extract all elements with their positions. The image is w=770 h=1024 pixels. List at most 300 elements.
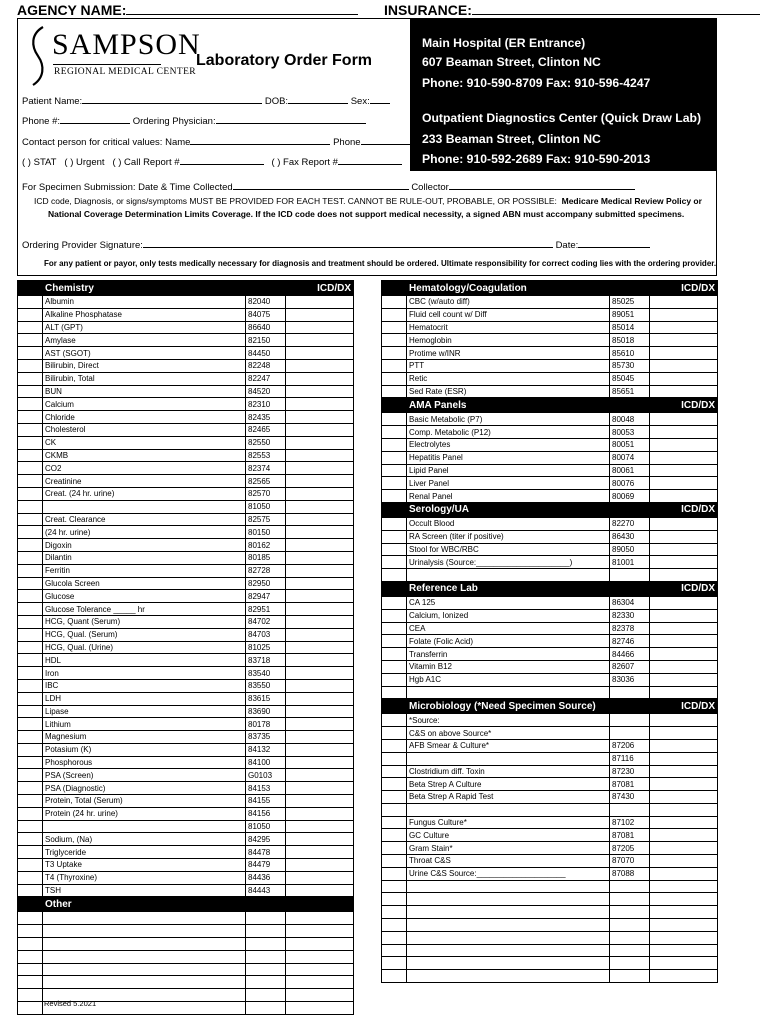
icd-dx-cell[interactable] [650,893,718,906]
order-checkbox-cell[interactable] [18,526,43,539]
cpt-code: 80162 [246,539,286,552]
icd-dx-cell[interactable] [286,795,354,808]
order-checkbox-cell[interactable] [18,577,43,590]
order-checkbox-cell[interactable] [18,449,43,462]
cpt-code: 83690 [246,705,286,718]
icd-dx-label: ICD/DX [650,699,718,714]
order-checkbox-cell[interactable] [382,464,407,477]
icd-dx-cell[interactable] [286,513,354,526]
cpt-code [246,938,286,951]
test-name [43,500,246,513]
icd-dx-cell[interactable] [286,705,354,718]
order-checkbox-cell[interactable] [382,648,407,661]
chemistry-header [18,281,354,296]
table-row [382,791,718,804]
icd-dx-cell[interactable] [650,752,718,765]
cpt-code: 82270 [610,517,650,530]
order-checkbox-cell[interactable] [18,500,43,513]
order-checkbox-cell[interactable] [18,756,43,769]
order-checkbox-cell[interactable] [382,931,407,944]
order-checkbox-cell[interactable] [382,308,407,321]
icd-dx-cell[interactable] [650,803,718,816]
order-checkbox-cell[interactable] [382,438,407,451]
order-checkbox-cell[interactable] [382,426,407,439]
order-checkbox-cell[interactable] [18,513,43,526]
icd-dx-cell[interactable] [650,686,718,699]
icd-dx-cell[interactable] [286,807,354,820]
order-checkbox-cell[interactable] [382,957,407,970]
icd-dx-cell[interactable] [650,438,718,451]
test-name: Creat. Clearance [43,513,246,526]
order-checkbox-cell[interactable] [382,686,407,699]
icd-dx-cell[interactable] [286,782,354,795]
table-row [382,778,718,791]
icd-dx-label: ICD/DX [650,581,718,596]
icd-dx-cell[interactable] [650,791,718,804]
icd-dx-cell[interactable] [650,359,718,372]
order-checkbox-cell[interactable] [382,321,407,334]
icd-dx-cell[interactable] [286,334,354,347]
order-checkbox-cell[interactable] [18,590,43,603]
table-row [382,413,718,426]
table-row [382,842,718,855]
order-checkbox-cell[interactable] [382,791,407,804]
order-checkbox-cell[interactable] [18,769,43,782]
icd-dx-cell[interactable] [650,648,718,661]
table-row [382,944,718,957]
icd-dx-cell[interactable] [286,308,354,321]
order-checkbox-cell[interactable] [18,1002,43,1015]
main-hospital-name: Main Hospital (ER Entrance) [422,36,586,50]
icd-dx-cell[interactable] [286,950,354,963]
order-checkbox-cell[interactable] [18,950,43,963]
icd-dx-cell[interactable] [286,487,354,500]
test-name: Digoxin [43,539,246,552]
cpt-code [610,970,650,983]
ama-title: AMA Panels [407,398,650,413]
table-row [18,385,354,398]
table-row [18,859,354,872]
table-row [382,970,718,983]
icd-dx-cell[interactable] [286,539,354,552]
icd-dx-cell[interactable] [650,413,718,426]
icd-dx-cell[interactable] [650,477,718,490]
table-row [18,912,354,925]
test-name [407,893,610,906]
order-checkbox-cell[interactable] [18,807,43,820]
order-checkbox-cell[interactable] [382,543,407,556]
cpt-code: 81050 [246,820,286,833]
cpt-code: 82553 [246,449,286,462]
icd-dx-cell[interactable] [286,423,354,436]
table-row [382,880,718,893]
order-checkbox-cell[interactable] [382,919,407,932]
order-checkbox-cell[interactable] [18,475,43,488]
icd-dx-cell[interactable] [286,603,354,616]
test-name [407,752,610,765]
cpt-code: 84450 [246,347,286,360]
icd-dx-cell[interactable] [650,490,718,503]
icd-dx-cell[interactable] [286,938,354,951]
patient-name-row: Patient Name: DOB: Sex: [22,94,390,107]
cpt-code: 85025 [610,296,650,309]
order-checkbox-cell[interactable] [382,816,407,829]
icd-dx-cell[interactable] [286,321,354,334]
insurance-label: INSURANCE: [384,2,760,18]
order-checkbox-cell[interactable] [18,372,43,385]
icd-dx-cell[interactable] [650,426,718,439]
icd-dx-cell[interactable] [286,769,354,782]
logo-name: SAMPSON [52,28,201,61]
order-checkbox-cell[interactable] [18,859,43,872]
order-checkbox-cell[interactable] [18,963,43,976]
outpatient-phone: Phone: 910-592-2689 Fax: 910-590-2013 [422,152,651,166]
icd-dx-cell[interactable] [286,500,354,513]
table-row [382,622,718,635]
cpt-code: 84132 [246,743,286,756]
icd-dx-cell[interactable] [286,577,354,590]
icd-dx-cell[interactable] [650,714,718,727]
order-checkbox-cell[interactable] [18,603,43,616]
order-checkbox-cell[interactable] [382,609,407,622]
test-name [407,944,610,957]
icd-dx-cell[interactable] [650,867,718,880]
cpt-code: 84436 [246,871,286,884]
icd-dx-cell[interactable] [286,667,354,680]
order-checkbox-cell[interactable] [18,628,43,641]
cpt-code: 84520 [246,385,286,398]
table-row [18,347,354,360]
icd-dx-cell[interactable] [650,970,718,983]
icd-dx-cell[interactable] [286,963,354,976]
icd-dx-cell[interactable] [650,609,718,622]
test-name: Fungus Culture* [407,816,610,829]
test-name: Urine C&S Source:____________________ [407,867,610,880]
icd-dx-cell[interactable] [650,944,718,957]
order-checkbox-cell[interactable] [18,398,43,411]
order-checkbox-cell[interactable] [382,880,407,893]
icd-dx-cell[interactable] [650,451,718,464]
icd-dx-cell[interactable] [286,989,354,1002]
cpt-code: 87081 [610,778,650,791]
order-checkbox-cell[interactable] [18,833,43,846]
icd-dx-cell[interactable] [286,679,354,692]
order-checkbox-cell[interactable] [382,867,407,880]
test-name [43,976,246,989]
order-checkbox-cell[interactable] [18,347,43,360]
order-checkbox-cell[interactable] [18,564,43,577]
test-name: PSA (Screen) [43,769,246,782]
icd-dx-cell[interactable] [286,475,354,488]
table-row [382,609,718,622]
order-checkbox-cell[interactable] [18,551,43,564]
test-name: CEA [407,622,610,635]
order-checkbox-cell[interactable] [382,296,407,309]
reference-title: Reference Lab [407,581,650,596]
order-checkbox-cell[interactable] [18,462,43,475]
table-row [382,543,718,556]
table-row [382,517,718,530]
order-checkbox-cell[interactable] [18,731,43,744]
icd-dx-cell[interactable] [286,820,354,833]
icd-dx-cell[interactable] [650,543,718,556]
icd-dx-cell[interactable] [650,321,718,334]
cpt-code: 82150 [246,334,286,347]
order-checkbox-cell[interactable] [18,423,43,436]
icd-dx-cell[interactable] [650,957,718,970]
order-checkbox-cell[interactable] [18,654,43,667]
icd-dx-cell[interactable] [286,347,354,360]
icd-dx-cell[interactable] [650,556,718,569]
cpt-code: 85045 [610,372,650,385]
icd-dx-cell[interactable] [650,906,718,919]
order-checkbox-cell[interactable] [382,413,407,426]
order-checkbox-cell[interactable] [18,359,43,372]
icd-dx-cell[interactable] [286,436,354,449]
cpt-code [610,686,650,699]
order-checkbox-cell[interactable] [382,530,407,543]
icd-dx-cell[interactable] [650,635,718,648]
icd-dx-cell[interactable] [286,359,354,372]
icd-dx-cell[interactable] [286,884,354,897]
order-checkbox-cell[interactable] [382,673,407,686]
icd-dx-cell[interactable] [286,411,354,424]
order-checkbox-cell[interactable] [382,660,407,673]
icd-dx-cell[interactable] [286,385,354,398]
order-checkbox-cell[interactable] [382,842,407,855]
order-checkbox-cell[interactable] [382,727,407,740]
test-name [407,970,610,983]
table-row [382,359,718,372]
order-checkbox-cell[interactable] [382,359,407,372]
order-checkbox-cell[interactable] [18,615,43,628]
table-row [382,569,718,582]
order-checkbox-cell[interactable] [18,692,43,705]
order-checkbox-cell[interactable] [18,308,43,321]
test-name: Clostridium diff. Toxin [407,765,610,778]
icd-dx-cell[interactable] [650,596,718,609]
order-checkbox-cell[interactable] [382,334,407,347]
icd-dx-cell[interactable] [650,855,718,868]
order-checkbox-cell[interactable] [382,477,407,490]
order-checkbox-cell[interactable] [18,782,43,795]
order-checkbox-cell[interactable] [382,752,407,765]
icd-dx-cell[interactable] [286,449,354,462]
test-name: Hgb A1C [407,673,610,686]
icd-dx-cell[interactable] [286,462,354,475]
table-row [18,756,354,769]
cpt-code [610,727,650,740]
order-checkbox-cell[interactable] [382,893,407,906]
order-checkbox-cell[interactable] [18,871,43,884]
main-hospital-address: 607 Beaman Street, Clinton NC [422,55,601,69]
logo-subtitle: REGIONAL MEDICAL CENTER [54,67,197,77]
icd-dx-label: ICD/DX [286,281,354,296]
icd-dx-cell[interactable] [650,569,718,582]
test-name: Electrolytes [407,438,610,451]
header-spacer [382,502,407,517]
icd-dx-cell[interactable] [650,347,718,360]
order-checkbox-cell[interactable] [382,635,407,648]
order-checkbox-cell[interactable] [18,743,43,756]
icd-dx-cell[interactable] [286,628,354,641]
order-checkbox-cell[interactable] [18,487,43,500]
order-checkbox-cell[interactable] [382,490,407,503]
table-row [18,833,354,846]
cpt-code: 86304 [610,596,650,609]
test-name: TSH [43,884,246,897]
icd-dx-cell[interactable] [650,296,718,309]
test-name: CO2 [43,462,246,475]
icd-dx-cell[interactable] [650,816,718,829]
table-row [18,513,354,526]
order-checkbox-cell[interactable] [382,944,407,957]
order-checkbox-cell[interactable] [18,334,43,347]
test-name: BUN [43,385,246,398]
order-checkbox-cell[interactable] [18,641,43,654]
order-checkbox-cell[interactable] [382,778,407,791]
signature-row: Ordering Provider Signature: Date: [22,238,650,251]
order-checkbox-cell[interactable] [18,539,43,552]
icd-dx-cell[interactable] [286,1002,354,1015]
icd-dx-cell[interactable] [286,756,354,769]
icd-dx-cell[interactable] [286,833,354,846]
icd-dx-cell[interactable] [650,622,718,635]
icd-dx-cell[interactable] [286,526,354,539]
icd-dx-cell[interactable] [286,718,354,731]
icd-dx-cell[interactable] [650,673,718,686]
order-checkbox-cell[interactable] [18,667,43,680]
icd-dx-cell[interactable] [650,372,718,385]
order-checkbox-cell[interactable] [18,705,43,718]
order-checkbox-cell[interactable] [18,385,43,398]
order-checkbox-cell[interactable] [18,718,43,731]
icd-dx-cell[interactable] [286,976,354,989]
icd-dx-cell[interactable] [650,739,718,752]
order-checkbox-cell[interactable] [382,855,407,868]
test-name: Glucose Tolerance _____ hr [43,603,246,616]
table-row [18,500,354,513]
table-row [18,976,354,989]
order-checkbox-cell[interactable] [18,925,43,938]
cpt-code [610,944,650,957]
icd-dx-cell[interactable] [650,308,718,321]
order-checkbox-cell[interactable] [382,517,407,530]
order-checkbox-cell[interactable] [18,976,43,989]
order-checkbox-cell[interactable] [18,989,43,1002]
order-checkbox-cell[interactable] [18,795,43,808]
order-checkbox-cell[interactable] [382,739,407,752]
icd-dx-cell[interactable] [650,517,718,530]
table-row [18,938,354,951]
icd-dx-cell[interactable] [650,919,718,932]
icd-dx-cell[interactable] [650,765,718,778]
icd-dx-cell[interactable] [286,846,354,859]
cpt-code: 83540 [246,667,286,680]
order-checkbox-cell[interactable] [382,829,407,842]
order-checkbox-cell[interactable] [382,906,407,919]
order-checkbox-cell[interactable] [382,556,407,569]
table-row [382,739,718,752]
icd-dx-cell[interactable] [286,372,354,385]
icd-dx-cell[interactable] [286,692,354,705]
test-name: Hepatitis Panel [407,451,610,464]
order-checkbox-cell[interactable] [18,938,43,951]
icd-dx-cell[interactable] [650,842,718,855]
icd-dx-cell[interactable] [286,296,354,309]
icd-dx-cell[interactable] [650,660,718,673]
order-checkbox-cell[interactable] [382,803,407,816]
icd-dx-cell[interactable] [650,931,718,944]
cpt-code [610,919,650,932]
test-name: Chloride [43,411,246,424]
table-row [18,963,354,976]
order-checkbox-cell[interactable] [18,411,43,424]
order-checkbox-cell[interactable] [18,296,43,309]
order-checkbox-cell[interactable] [382,970,407,983]
icd-dx-cell[interactable] [286,743,354,756]
order-checkbox-cell[interactable] [382,622,407,635]
test-name: Phosphorous [43,756,246,769]
order-checkbox-cell[interactable] [382,596,407,609]
order-checkbox-cell[interactable] [382,451,407,464]
icd-dx-cell[interactable] [650,530,718,543]
right-tests-table [381,280,718,983]
icd-dx-cell[interactable] [286,731,354,744]
cpt-code [246,925,286,938]
icd-dx-cell[interactable] [286,654,354,667]
icd-dx-cell[interactable] [286,564,354,577]
order-checkbox-cell[interactable] [18,846,43,859]
cpt-code: 84075 [246,308,286,321]
order-checkbox-cell[interactable] [382,372,407,385]
icd-dx-cell[interactable] [286,551,354,564]
icd-dx-cell[interactable] [650,385,718,398]
icd-dx-cell[interactable] [286,590,354,603]
table-row [382,931,718,944]
table-row [18,603,354,616]
order-checkbox-cell[interactable] [18,820,43,833]
icd-dx-cell[interactable] [286,859,354,872]
order-checkbox-cell[interactable] [18,679,43,692]
icd-dx-cell[interactable] [286,925,354,938]
icd-dx-cell[interactable] [650,829,718,842]
order-checkbox-cell[interactable] [18,884,43,897]
icd-dx-cell[interactable] [650,880,718,893]
icd-dx-cell[interactable] [286,398,354,411]
test-name: (24 hr. urine) [43,526,246,539]
order-checkbox-cell[interactable] [382,714,407,727]
icd-dx-cell[interactable] [650,727,718,740]
order-checkbox-cell[interactable] [18,321,43,334]
order-checkbox-cell[interactable] [18,912,43,925]
order-checkbox-cell[interactable] [382,765,407,778]
icd-dx-cell[interactable] [286,615,354,628]
order-checkbox-cell[interactable] [382,385,407,398]
icd-dx-cell[interactable] [286,641,354,654]
order-checkbox-cell[interactable] [18,436,43,449]
icd-dx-cell[interactable] [286,871,354,884]
test-name: Creat. (24 hr. urine) [43,487,246,500]
phone-row: Phone #: Ordering Physician: [22,114,366,127]
order-checkbox-cell[interactable] [382,347,407,360]
icd-dx-cell[interactable] [286,912,354,925]
revised-date: Revised 5.2021 [44,999,97,1008]
icd-dx-cell[interactable] [650,334,718,347]
icd-dx-cell[interactable] [650,464,718,477]
icd-dx-cell[interactable] [650,778,718,791]
order-checkbox-cell[interactable] [382,569,407,582]
